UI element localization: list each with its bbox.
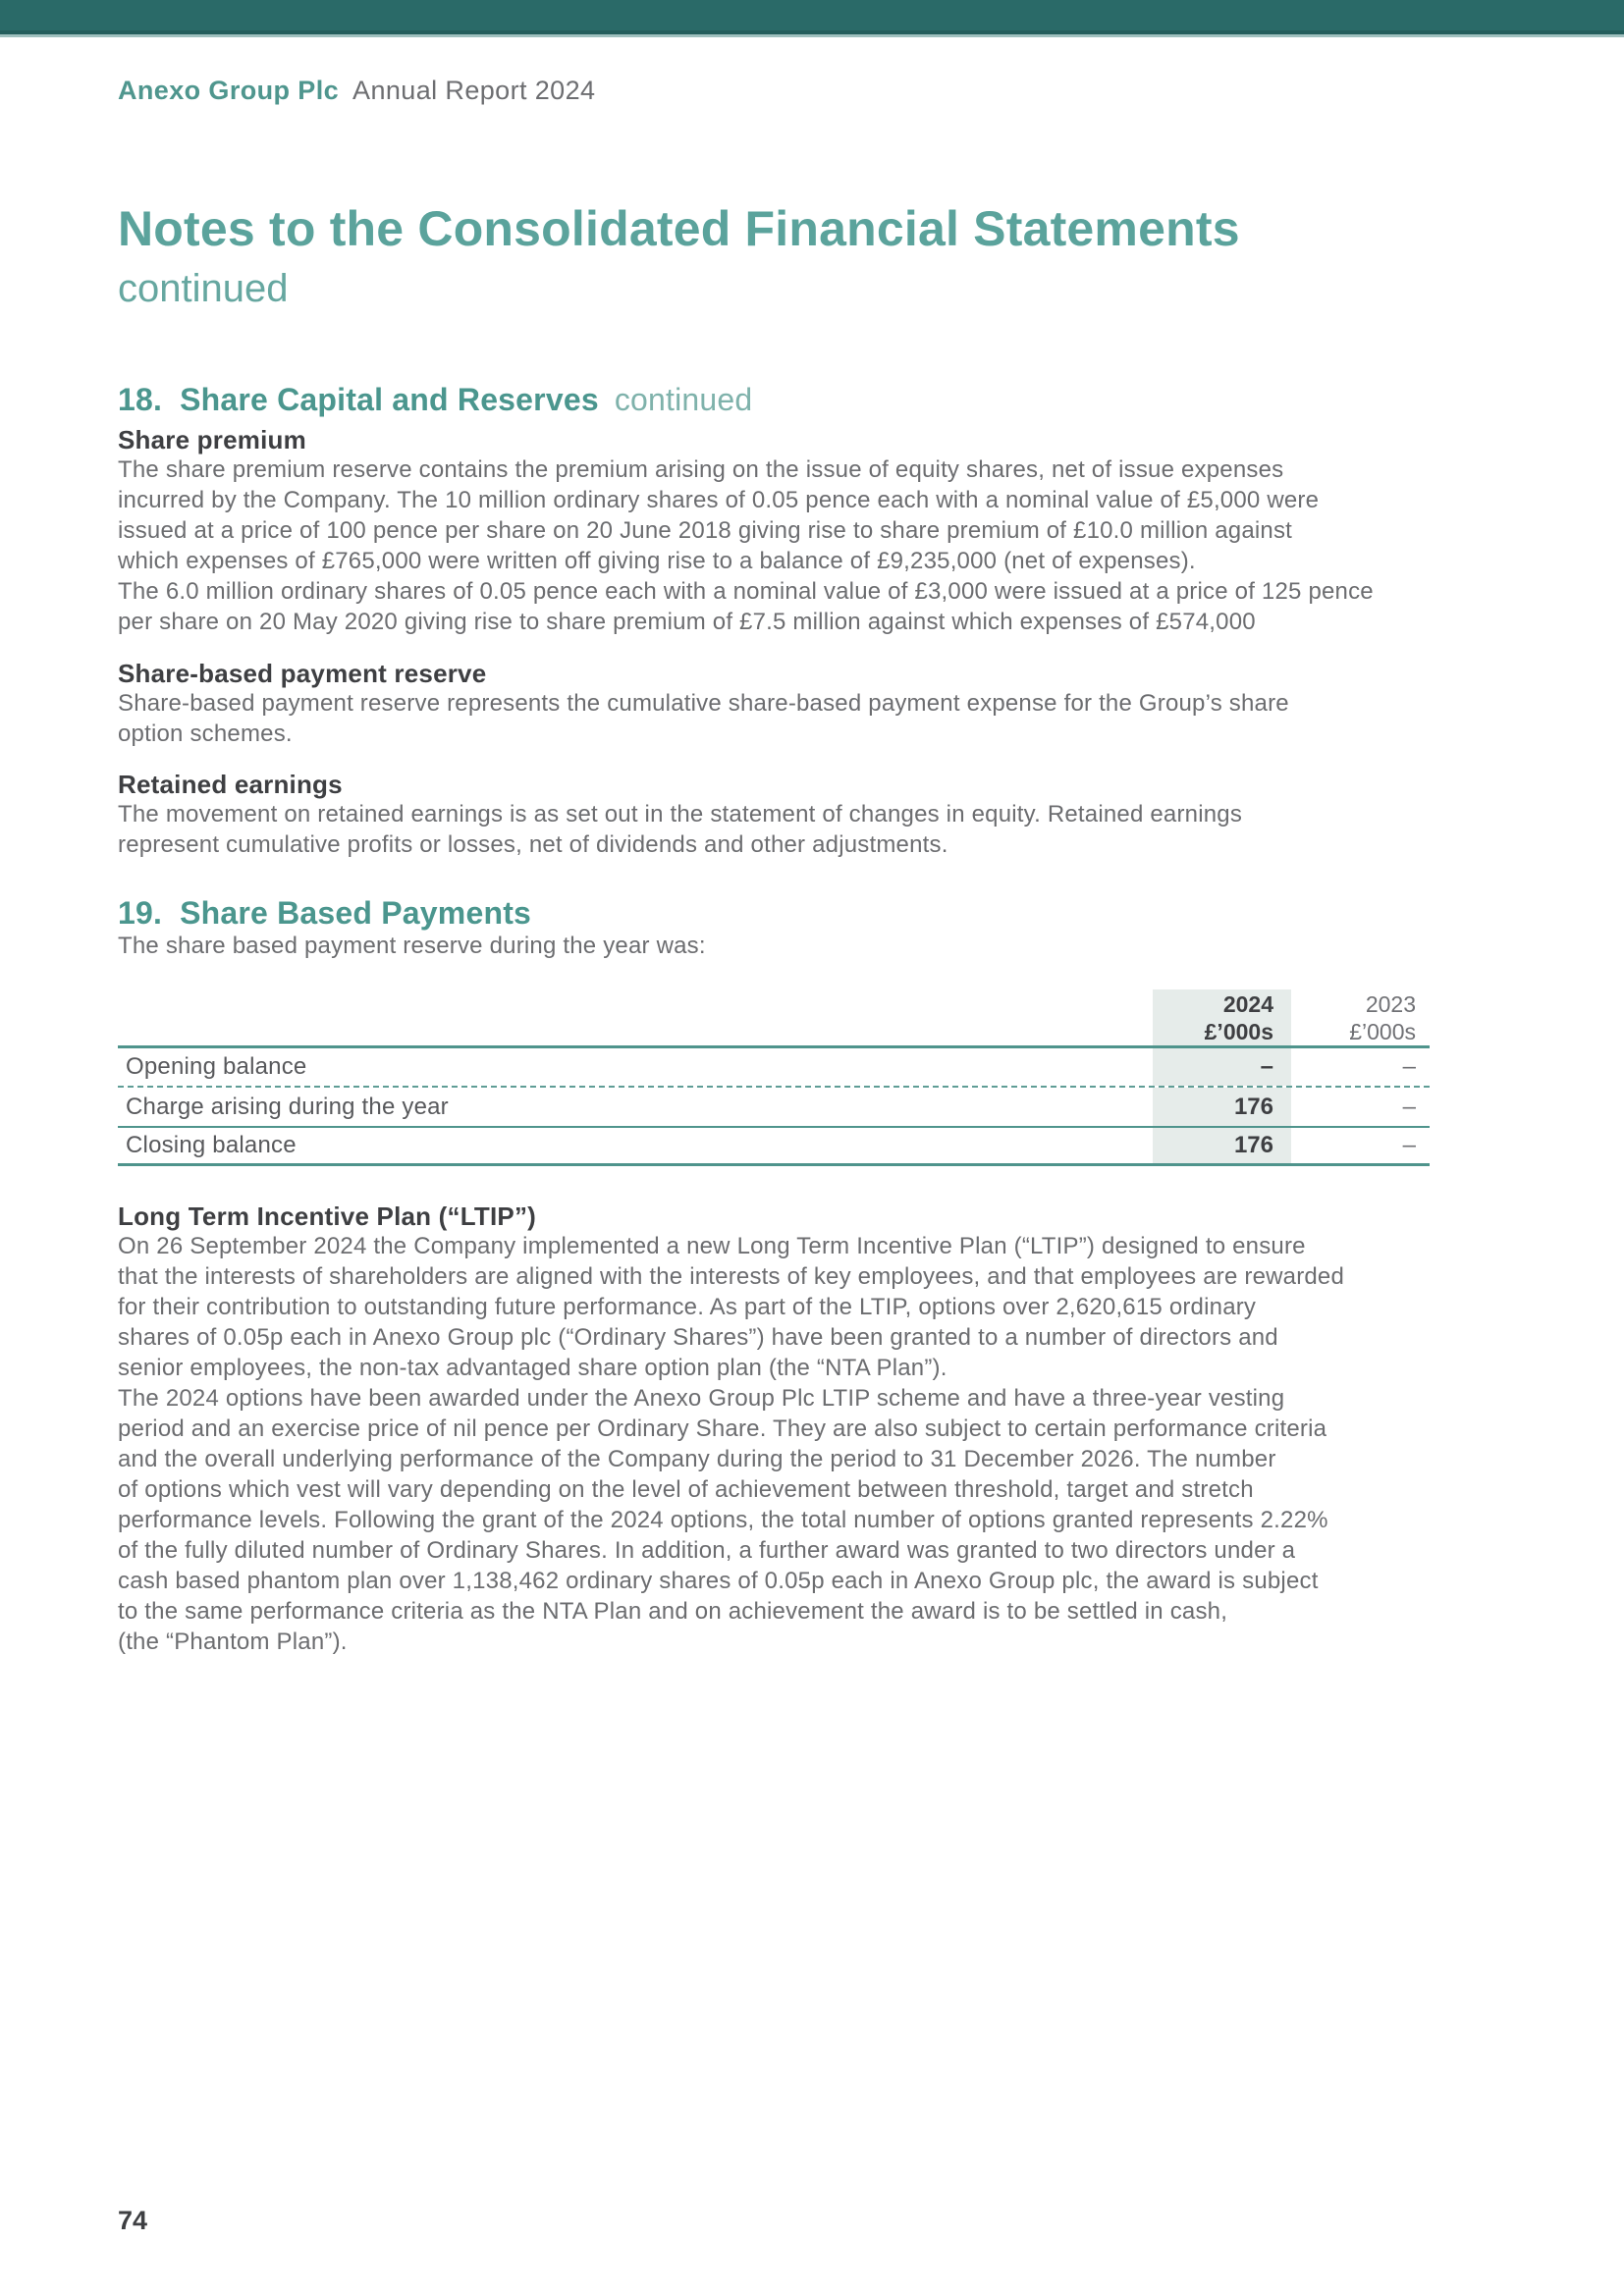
paragraph-retained-earnings: The movement on retained earnings is as set out in the statement of changes in equity. Retained earnings represent cumulative profits or losses, net of dividends and other adjustments. [118,801,1243,858]
section-19-title: Share Based Payments [180,895,532,931]
paragraph-share-premium-1: The share premium reserve contains the premium arising on the issue of equity shares, net of issue expenses incurred by the Company. The 10 million ordinary shares of 0.05 pence each with a nominal value of £5,000 were issued at a price of 100 pence per share on 20 June 2018 giving rise to share premium of £10.0 million against which expenses of £765,000 were written off giving rise to a balance of £9,235,000 (net of expenses). [118,456,1320,574]
column-unit-2024: £’000s [1204,1018,1273,1044]
paragraph-share-based-payment-reserve: Share-based payment reserve represents the cumulative share-based payment expense for the Group’s share option schemes. [118,690,1289,747]
section-19-number: 19. [118,895,163,931]
page-title: Notes to the Consolidated Financial Statements [118,201,1240,256]
table-row [118,1088,1430,1128]
subheading-ltip: Long Term Incentive Plan (“LTIP”) [118,1201,537,1231]
paragraph-ltip-1: On 26 September 2024 the Company implemented a new Long Term Incentive Plan (“LTIP”) designed to ensure that the interests of shareholders are aligned with the interests of key employees, and that employees are rewarded for their contribution to outstanding future performance. As part of the LTIP, options over 2,620,615 ordinary shares of 0.05p each in Anexo Group plc (“Ordinary Shares”) have been granted to a number of directors and senior employees, the non-tax advantaged share option plan (the “NTA Plan”). [118,1233,1345,1381]
page-title-continued: continued [118,267,289,310]
table-header-spacer [118,989,1153,1045]
section-18-title: Share Capital and Reserves [180,382,599,417]
table-row [118,1048,1430,1088]
subheading-share-premium: Share premium [118,425,306,454]
top-accent-band [0,0,1624,37]
table-header-row [118,989,1430,1048]
row-label: Closing balance [126,1132,297,1158]
row-label: Opening balance [126,1053,307,1080]
section-18-heading [118,382,1430,417]
subheading-retained-earnings: Retained earnings [118,770,343,799]
column-unit-2023: £’000s [1349,1018,1416,1044]
value-2024: 176 [1153,1128,1291,1163]
value-2023: – [1402,1093,1416,1120]
subheading-share-based-payment-reserve: Share-based payment reserve [118,659,487,688]
column-header-2024 [1153,989,1291,1045]
value-2023: – [1402,1053,1416,1080]
row-label: Charge arising during the year [126,1093,449,1120]
paragraph-share-premium-2: The 6.0 million ordinary shares of 0.05 pence each with a nominal value of £3,000 were issued at a price of 125 pence per share on 20 May 2020 giving rise to share premium of £7.5 million against which expenses of £574,000 [118,578,1374,635]
table-row [118,1128,1430,1166]
page-number: 74 [118,2206,148,2235]
document-header [118,77,1430,104]
value-2024: 176 [1153,1088,1291,1126]
column-header-2023 [1291,989,1430,1045]
section-18-number: 18. [118,382,163,417]
column-year-2024: 2024 [1222,990,1273,1017]
value-2023: – [1402,1132,1416,1158]
page-content [0,77,1624,1657]
report-edition: Annual Report 2024 [352,76,596,105]
share-based-payments-table [118,989,1430,1166]
company-name: Anexo Group Plc [118,76,340,105]
paragraph-sbp-intro: The share based payment reserve during the year was: [118,933,706,959]
section-18-continued: continued [614,382,753,417]
section-19-heading [118,895,1430,931]
paragraph-ltip-2: The 2024 options have been awarded under the Anexo Group Plc LTIP scheme and have a three-year vesting period and an exercise price of nil pence per Ordinary Share. They are also subject to certain performance criteria and the overall underlying performance of the Company during the period to 31 December 2026. The number of options which vest will vary depending on the level of achievement between threshold, target and stretch performance levels. Following the grant of the 2024 options, the total number of options granted represents 2.22% of the fully diluted number of Ordinary Shares. In addition, a further award was granted to two directors under a cash based phantom plan over 1,138,462 ordinary shares of 0.05p each in Anexo Group plc, the award is subject to the same performance criteria as the NTA Plan and on achievement the award is to be settled in cash, (the “Phantom Plan”). [118,1385,1328,1655]
column-year-2023: 2023 [1365,990,1416,1017]
value-2024: – [1153,1048,1291,1086]
